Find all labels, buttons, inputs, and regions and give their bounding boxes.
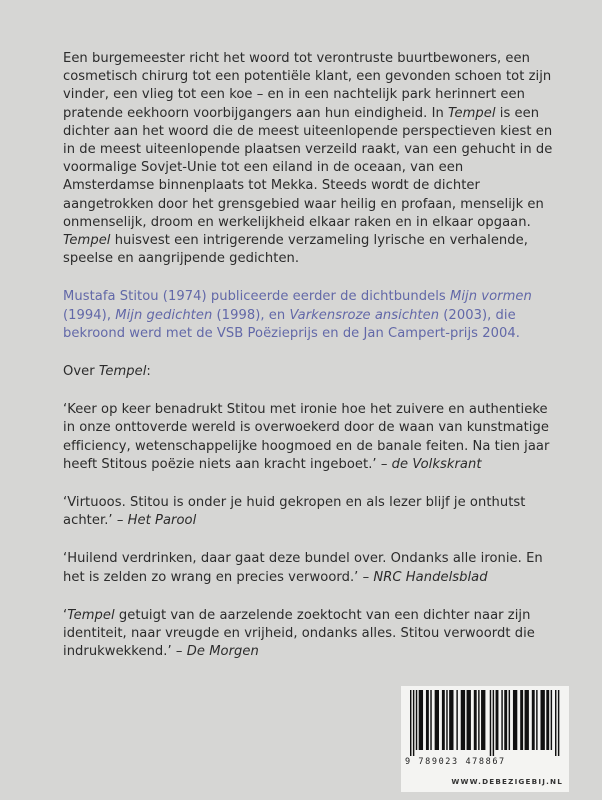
barcode-bar [435, 690, 439, 750]
blurb-text: Een burgemeester richt het woord tot verontruste buurtbewoners, een cosmetisch chirurg tot een potentiële klant, een gevonden schoen tot zijn vinder, een vlieg tot een koe – en in een nachtelijk park herinnert een pratende eekhoorn voorbijgangers aan hun eindigheid. In [63, 51, 552, 121]
quote-source: de Volkskrant [391, 456, 482, 472]
barcode-bar [551, 690, 552, 750]
bio-text: (1998), en [212, 307, 290, 323]
isbn-barcode [408, 690, 562, 756]
barcode-bar [410, 690, 411, 756]
review-quote [63, 494, 553, 530]
over-heading [63, 363, 553, 381]
barcode-bar [413, 690, 414, 756]
barcode-bar [474, 690, 477, 750]
quote-open: ‘ [63, 607, 68, 623]
barcode-bar [416, 690, 417, 750]
barcode-bar [496, 690, 499, 750]
back-cover-text [63, 50, 553, 681]
barcode-bar [493, 690, 494, 756]
bio-text: (2003), die bekroond werd met de VSB Poëzieprijs en de Jan Campert-prijs 2004. [63, 307, 520, 341]
barcode-bar [525, 690, 529, 750]
barcode-bar [461, 690, 465, 750]
barcode-bar [520, 690, 523, 750]
quote-text: getuigt van de aarzelende zoektocht van een dichter naar zijn identiteit, naar vreugde en vrijheid, ondanks alles. Stitou verwoordt die indrukwekkend.’ – [63, 607, 535, 660]
bundle-title: Mijn vormen [450, 289, 532, 305]
book-title: Tempel [67, 607, 115, 623]
quote-text: ‘Huilend verdrinken, daar gaat deze bundel over. Ondanks alle ironie. En het is zelden zo wrang en precies verwoord.’ – [63, 551, 543, 585]
review-quote [63, 607, 553, 662]
barcode-bar [513, 690, 517, 750]
author-bio [63, 288, 553, 343]
barcode-bar [481, 690, 485, 750]
bundle-title: Mijn gedichten [115, 307, 213, 323]
quote-text: ‘Virtuoos. Stitou is onder je huid gekropen en als lezer blijf je onthutst achter.’ – [63, 495, 526, 529]
barcode-bar [478, 690, 479, 750]
quote-source: Het Parool [127, 513, 197, 529]
quote-source: NRC Handelsblad [373, 569, 488, 585]
publisher-url: WWW.DEBEZIGEBIJ.NL [451, 777, 563, 786]
over-label: Over [63, 364, 99, 380]
barcode-bar [419, 690, 423, 750]
barcode-bar [532, 690, 535, 750]
review-quote [63, 550, 553, 586]
quote-source: De Morgen [186, 644, 259, 660]
barcode-bar [536, 690, 537, 750]
blurb-text: is een dichter aan het woord die de meest uiteenlopende perspectieven kiest en in de meest uiteenlopende plaatsen verzeild raakt, van een gehucht in de voormalige Sovjet-Unie tot een eiland in de oceaan, van een Amsterdamse binnenplaats tot Mekka. Steeds wordt de dichter aangetrokken door het grensgebied waar heilig en profaan, menselijk en onmenselijk, droom en werkelijkheid elkaar raken en in elkaar opgaan. [63, 105, 553, 230]
barcode-bar [558, 690, 559, 756]
barcode-bar [430, 690, 431, 750]
review-quote [63, 401, 553, 474]
barcode-bar [546, 690, 549, 750]
book-title: Tempel [98, 364, 147, 380]
barcode-bar [541, 690, 545, 750]
barcode-bar [504, 690, 507, 750]
bio-text: Mustafa Stitou (1974) publiceerde eerder de dichtbundels [63, 289, 450, 305]
blurb-paragraph [63, 50, 553, 268]
barcode-bar [456, 690, 457, 750]
quote-text: ‘Keer op keer benadrukt Stitou met ironie hoe het zuivere en authentieke in onze onttoverde wereld is overwoekerd door de waan van kunstmatige efficiency, wetenschappelijke hoogmoed en de banale feiten. Na tien jaar heeft Stitous poëzie niets aan kracht ingeboet.’ – [63, 402, 550, 472]
barcode-bar [555, 690, 556, 756]
over-colon: : [146, 364, 151, 380]
barcode-label [401, 686, 569, 792]
barcode-bar [442, 690, 445, 750]
book-title: Tempel [63, 233, 111, 249]
barcode-bar [509, 690, 510, 750]
blurb-text: huisvest een intrigerende verzameling lyrische en verhalende, speelse en aangrijpende gedichten. [63, 233, 528, 267]
bundle-title: Varkensroze ansichten [289, 307, 440, 323]
bio-text: (1994), [63, 307, 116, 323]
barcode-bar [449, 690, 453, 750]
barcode-bar [426, 690, 429, 750]
barcode-bar [490, 690, 491, 756]
book-title: Tempel [448, 105, 496, 121]
barcode-bar [467, 690, 471, 750]
isbn-digits: 9 789023 478867 [405, 757, 506, 767]
barcode-bar [501, 690, 502, 750]
barcode-bar [446, 690, 447, 750]
